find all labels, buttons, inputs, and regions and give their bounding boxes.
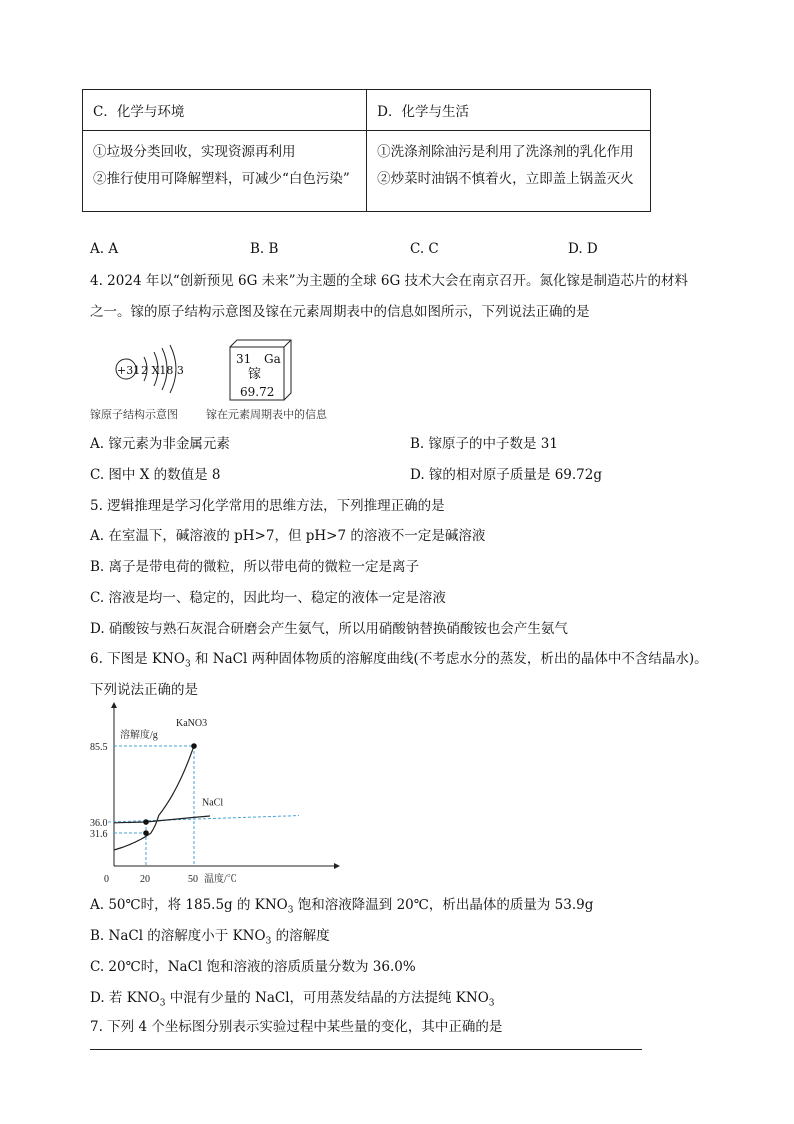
series-label-kno3: KaNO3 bbox=[176, 718, 208, 729]
y-axis-label: 溶解度/g bbox=[120, 730, 158, 741]
q5-option-a: A. 在室温下，碱溶液的 pH>7，但 pH>7 的溶液不一定是碱溶液 bbox=[90, 528, 486, 544]
q6-option-a bbox=[90, 896, 593, 920]
q6-option-d-part: 中混有少量的 NaCl，可用蒸发结晶的方法提纯 KNO bbox=[165, 990, 489, 1006]
options-table bbox=[82, 89, 651, 212]
q6-stem-line1 bbox=[90, 650, 708, 674]
solubility-chart bbox=[84, 700, 344, 890]
table-cell-c-body bbox=[83, 131, 367, 212]
subscript-3: 3 bbox=[265, 936, 272, 947]
atom-nucleus-label: +31 bbox=[117, 364, 141, 377]
series-line-kno3 bbox=[114, 746, 194, 850]
x-tick-label: 0 bbox=[104, 874, 109, 885]
table-line: ①垃圾分类回收，实现资源再利用 bbox=[93, 144, 296, 160]
page-bottom-rule bbox=[90, 1049, 642, 1050]
table-cell-d-heading: D．化学与生活 bbox=[367, 90, 651, 131]
q6-stem-line2: 下列说法正确的是 bbox=[90, 682, 198, 698]
cell-element-name: 镓 bbox=[248, 367, 262, 382]
x-axis-label: 温度/℃ bbox=[204, 874, 237, 885]
q6-option-b-part: 的溶解度 bbox=[271, 928, 330, 944]
q4-stem-line2: 之一。镓的原子结构示意图及镓在元素周期表中的信息如图所示，下列说法正确的是 bbox=[90, 304, 590, 320]
table-line: ②炒菜时油锅不慎着火，立即盖上锅盖灭火 bbox=[377, 171, 634, 187]
marked-point bbox=[143, 819, 149, 825]
q3-option-b: B. B bbox=[250, 241, 279, 257]
subscript-3: 3 bbox=[488, 998, 495, 1009]
subscript-3: 3 bbox=[159, 998, 166, 1009]
y-tick-label: 31.6 bbox=[90, 829, 108, 840]
q5-option-b: B. 离子是带电荷的微粒，所以带电荷的微粒一定是离子 bbox=[90, 559, 420, 575]
q5-option-d: D. 硝酸铵与熟石灰混合研磨会产生氨气，所以用硝酸钠替换硝酸铵也会产生氨气 bbox=[90, 621, 568, 637]
q3-option-d: D. D bbox=[568, 241, 598, 257]
q3-option-a: A. A bbox=[90, 241, 119, 257]
q6-option-a-part: A. 50℃时，将 185.5g 的 KNO bbox=[90, 897, 288, 913]
atom-shells-label: 2 X18 3 bbox=[141, 364, 184, 377]
y-tick-label: 85.5 bbox=[90, 742, 108, 753]
q4-option-b: B. 镓原子的中子数是 31 bbox=[410, 436, 558, 452]
q4-option-d: D. 镓的相对原子质量是 69.72g bbox=[410, 467, 603, 483]
q4-option-c: C. 图中 X 的数值是 8 bbox=[90, 467, 221, 483]
y-axis-arrow bbox=[111, 702, 117, 708]
q4-stem-line1: 4. 2024 年以“创新预见 6G 未来”为主题的全球 6G 技术大会在南京召开。氮化镓是制造芯片的材料 bbox=[90, 273, 689, 289]
q5-stem: 5. 逻辑推理是学习化学常用的思维方法，下列推理正确的是 bbox=[90, 498, 445, 514]
q4-option-a: A. 镓元素为非金属元素 bbox=[90, 436, 230, 452]
table-line: ①洗涤剂除油污是利用了洗涤剂的乳化作用 bbox=[377, 144, 634, 160]
x-tick-label: 20 bbox=[140, 874, 150, 885]
x-tick-label: 50 bbox=[188, 874, 198, 885]
marked-point bbox=[191, 743, 197, 749]
q6-option-a-part: 饱和溶液降温到 20℃，析出晶体的质量为 53.9g bbox=[293, 897, 594, 913]
q5-option-c: C. 溶液是均一、稳定的，因此均一、稳定的液体一定是溶液 bbox=[90, 590, 446, 606]
x-axis-arrow bbox=[334, 863, 340, 869]
q3-option-c: C. C bbox=[410, 241, 439, 257]
q6-stem-part: 和 NaCl 两种固体物质的溶解度曲线(不考虑水分的蒸发，析出的晶体中不含结晶水)。 bbox=[190, 651, 708, 667]
q6-option-d bbox=[90, 989, 495, 1013]
table-line: ②推行使用可降解塑料，可减少“白色污染” bbox=[93, 171, 350, 187]
q6-stem-part: 6. 下图是 KNO bbox=[90, 651, 185, 667]
series-label-nacl: NaCl bbox=[202, 797, 224, 809]
q6-option-b-part: B. NaCl 的溶解度小于 KNO bbox=[90, 928, 266, 944]
q7-stem: 7. 下列 4 个坐标图分别表示实验过程中某些量的变化，其中正确的是 bbox=[90, 1019, 503, 1035]
table-cell-c-heading: C．化学与环境 bbox=[83, 90, 367, 131]
q6-option-b bbox=[90, 927, 330, 951]
q6-option-d-part: D. 若 KNO bbox=[90, 990, 160, 1006]
subscript-3: 3 bbox=[184, 659, 191, 670]
atom-diagram-caption: 镓原子结构示意图 bbox=[90, 408, 178, 421]
marked-point bbox=[143, 830, 149, 836]
periodic-cell-caption: 镓在元素周期表中的信息 bbox=[206, 408, 327, 421]
q6-option-c: C. 20℃时，NaCl 饱和溶液的溶质质量分数为 36.0% bbox=[90, 959, 416, 975]
table-cell-d-body bbox=[367, 131, 651, 212]
subscript-3: 3 bbox=[287, 905, 294, 916]
y-tick-label: 36.0 bbox=[90, 818, 108, 829]
cell-symbol: Ga bbox=[264, 352, 281, 366]
cell-atomic-mass: 69.72 bbox=[240, 385, 275, 399]
cell-atomic-number: 31 bbox=[236, 352, 252, 366]
